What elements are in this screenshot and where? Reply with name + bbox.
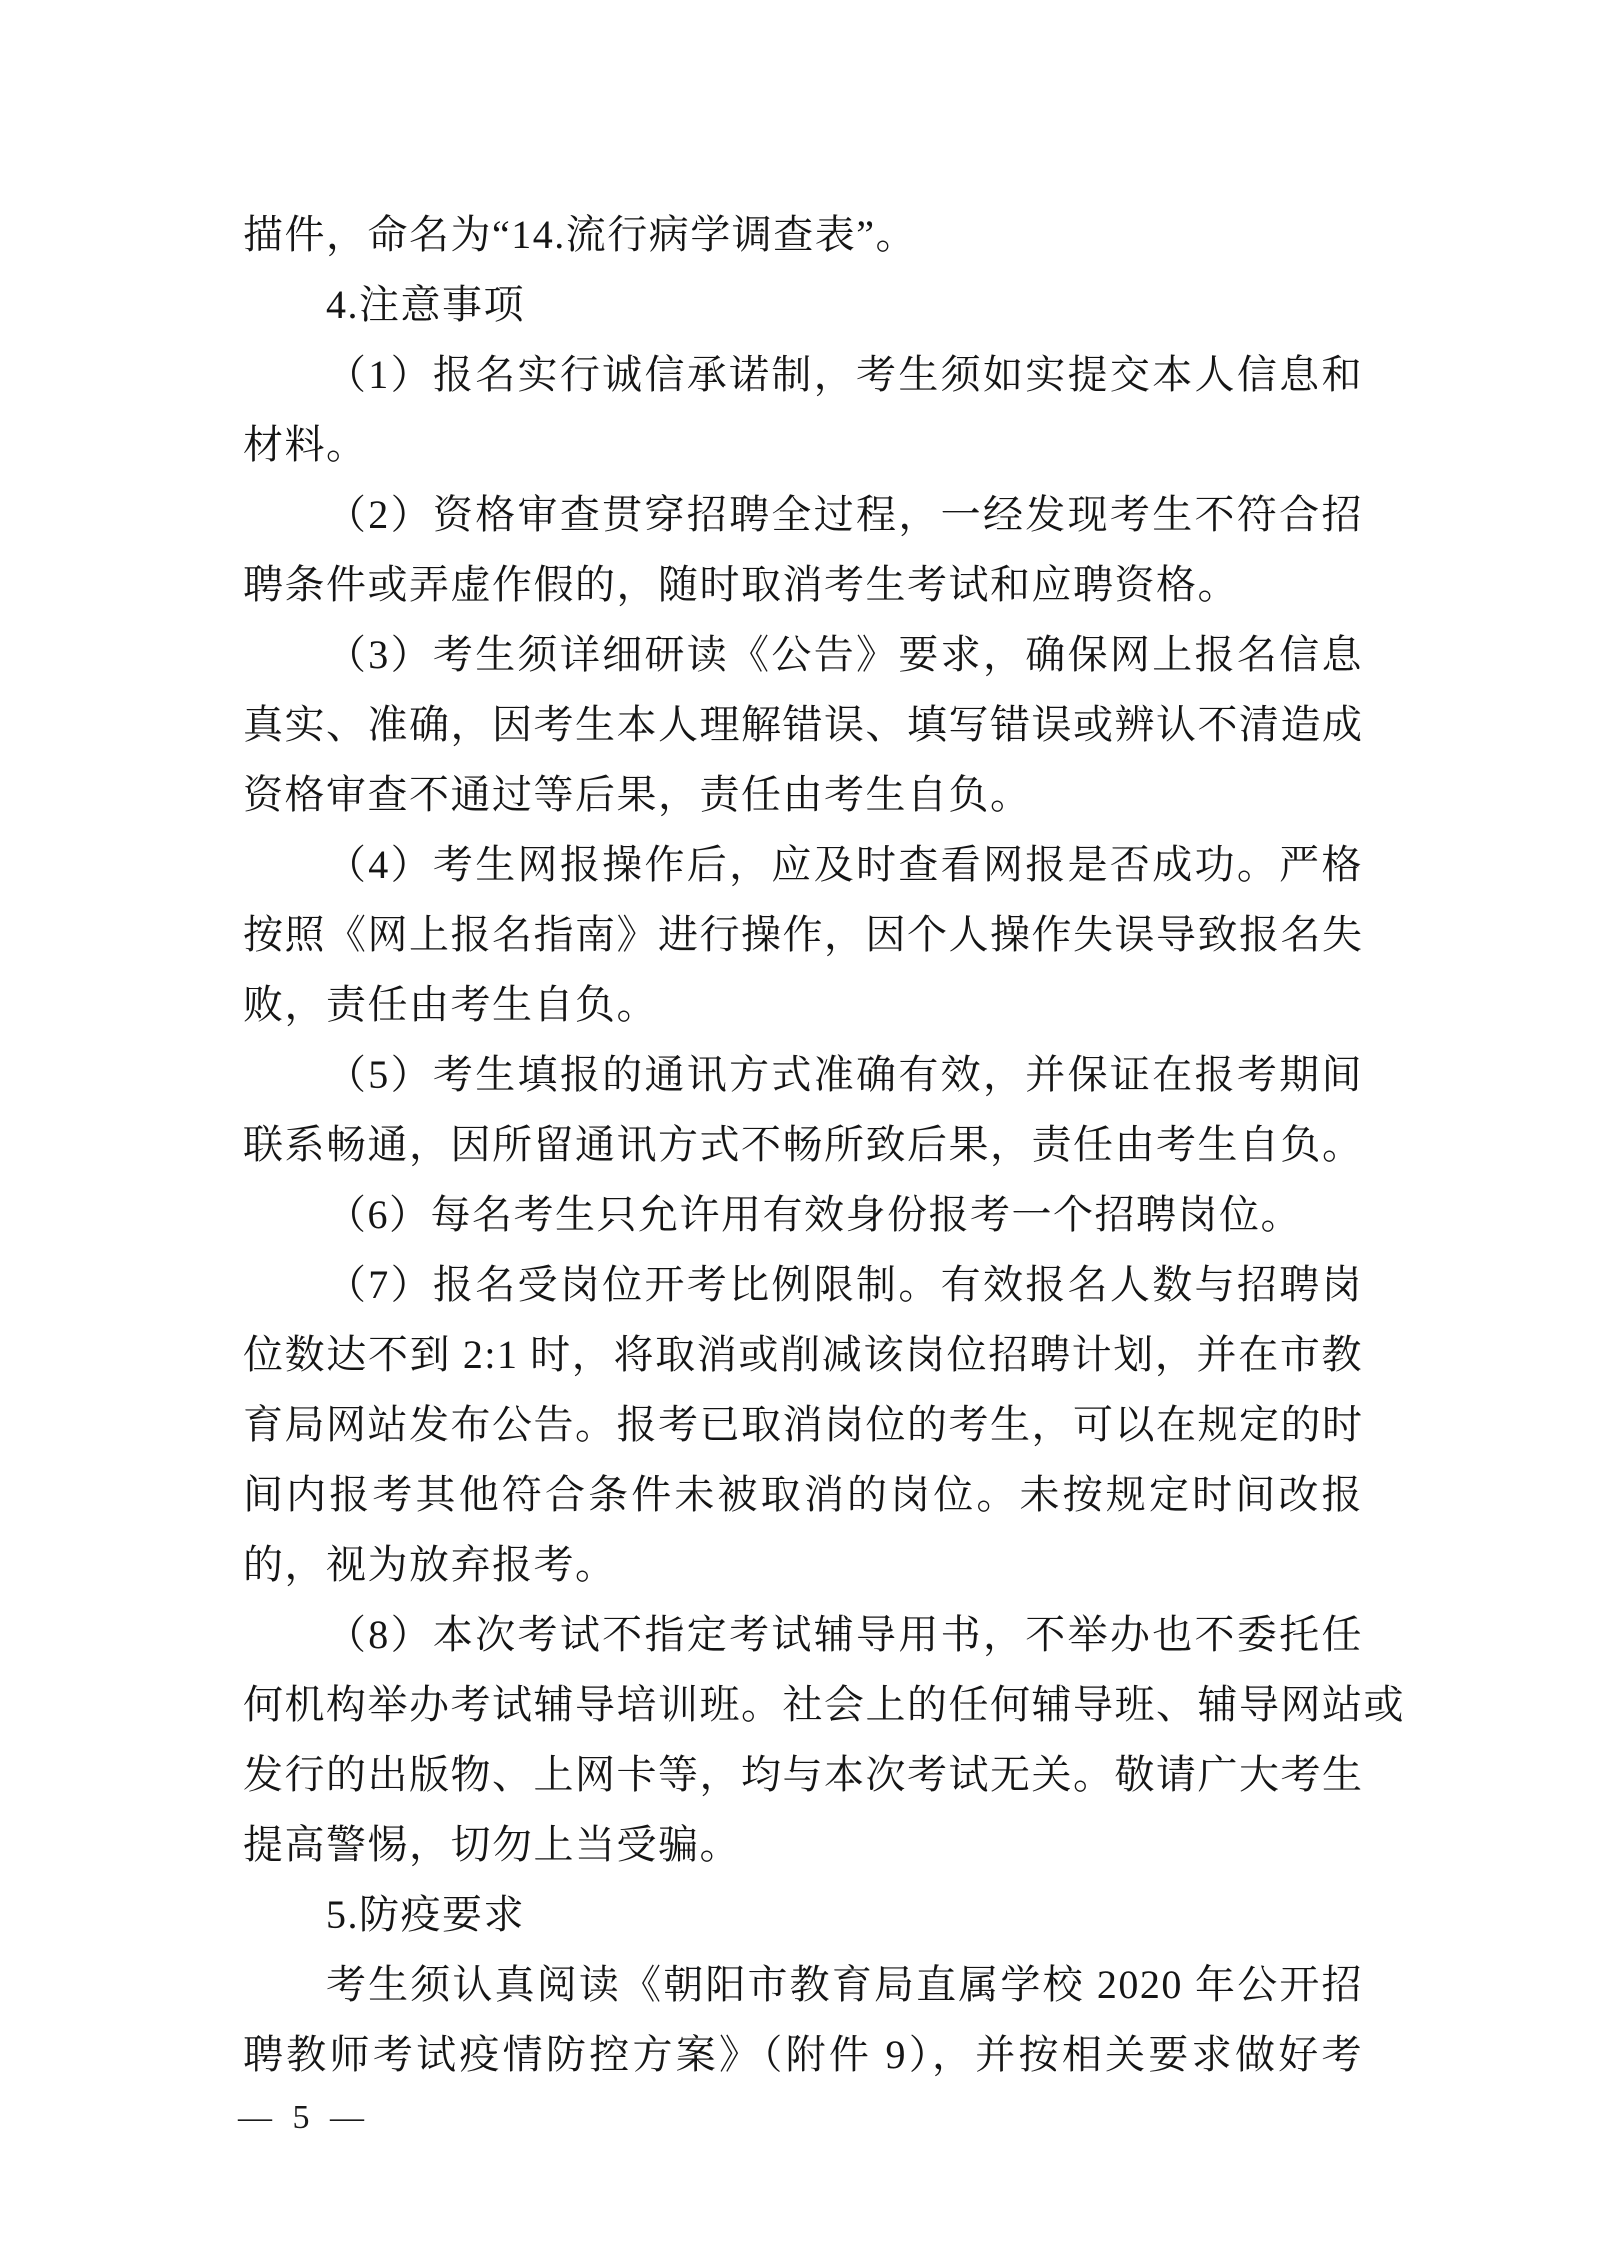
text-line: （3）考生须详细研读《公告》要求，确保网上报名信息 [326, 632, 1363, 677]
page-number: — 5 — [238, 2099, 370, 2136]
text-line: （2）资格审查贯穿招聘全过程，一经发现考生不符合招 [326, 492, 1363, 537]
text-line: （8）本次考试不指定考试辅导用书，不举办也不委托任 [326, 1612, 1363, 1657]
text-line: 聘教师考试疫情防控方案》（附件 9），并按相关要求做好考 [243, 2032, 1363, 2077]
text-line: 按照《网上报名指南》进行操作，因个人操作失误导致报名失 [243, 912, 1364, 957]
text-line: 真实、准确，因考生本人理解错误、填写错误或辨认不清造成 [243, 702, 1364, 747]
text-line: 联系畅通，因所留通讯方式不畅所致后果，责任由考生自负。 [243, 1122, 1364, 1167]
text-line: 间内报考其他符合条件未被取消的岗位。未按规定时间改报 [243, 1472, 1363, 1517]
text-line: 发行的出版物、上网卡等，均与本次考试无关。敬请广大考生 [243, 1752, 1364, 1797]
text-line: 4.注意事项 [326, 282, 525, 327]
text-line: 提高警惕，切勿上当受骗。 [243, 1822, 741, 1867]
text-line: 聘条件或弄虚作假的，随时取消考生考试和应聘资格。 [243, 562, 1239, 607]
text-line: 的，视为放弃报考。 [243, 1542, 617, 1587]
text-line: （7）报名受岗位开考比例限制。有效报名人数与招聘岗 [326, 1262, 1363, 1307]
text-line: 考生须认真阅读《朝阳市教育局直属学校 2020 年公开招 [326, 1962, 1363, 2007]
document-body [243, 200, 1405, 2090]
text-line: （1）报名实行诚信承诺制，考生须如实提交本人信息和 [326, 352, 1363, 397]
text-line: 败，责任由考生自负。 [243, 982, 658, 1027]
text-line: 材料。 [243, 422, 368, 467]
text-line: （5）考生填报的通讯方式准确有效，并保证在报考期间 [326, 1052, 1363, 1097]
text-line: （4）考生网报操作后，应及时查看网报是否成功。严格 [326, 842, 1363, 887]
text-line: 描件，命名为“14.流行病学调查表”。 [243, 212, 918, 257]
text-line: （6）每名考生只允许用有效身份报考一个招聘岗位。 [326, 1192, 1302, 1237]
text-line: 资格审查不通过等后果，责任由考生自负。 [243, 772, 1032, 817]
text-line: 5.防疫要求 [326, 1892, 525, 1937]
text-line: 何机构举办考试辅导培训班。社会上的任何辅导班、辅导网站或 [243, 1682, 1405, 1727]
text-line: 育局网站发布公告。报考已取消岗位的考生，可以在规定的时 [243, 1402, 1364, 1447]
text-line: 位数达不到 2:1 时，将取消或削减该岗位招聘计划，并在市教 [243, 1332, 1363, 1377]
